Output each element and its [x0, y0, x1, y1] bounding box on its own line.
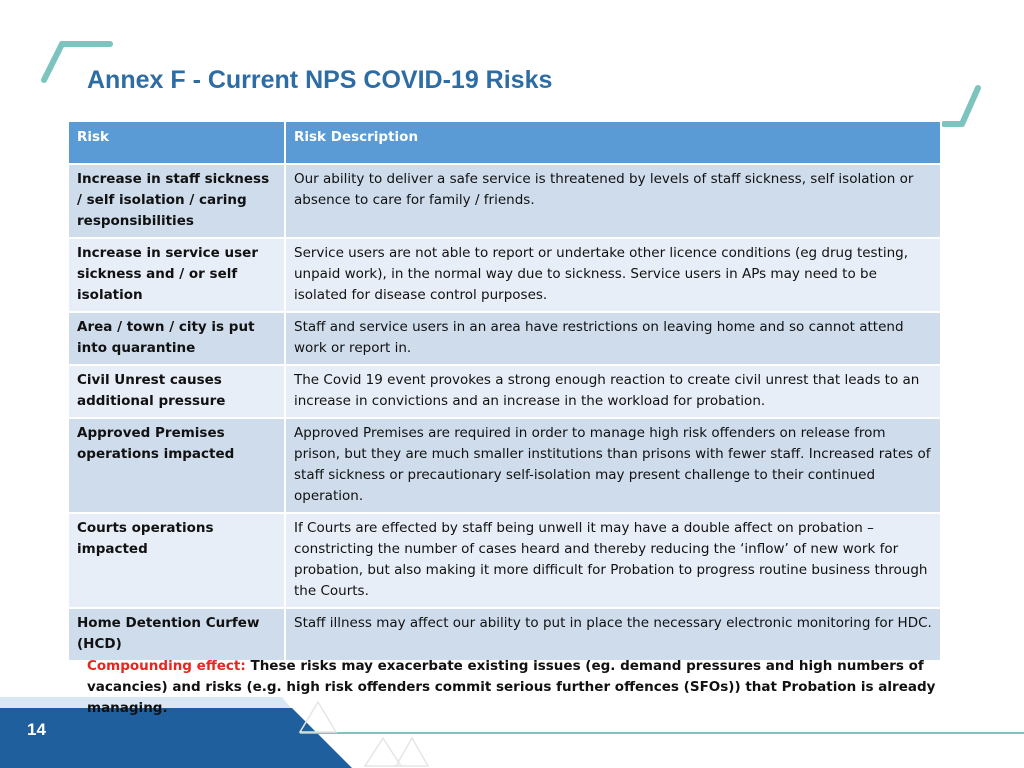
- risk-cell: Area / town / city is put into quarantine: [68, 312, 285, 365]
- top-right-bracket-icon: [944, 88, 978, 124]
- risk-cell: Approved Premises operations impacted: [68, 418, 285, 513]
- risk-description-cell: If Courts are effected by staff being unwell it may have a double affect on probation – constricting the number of cases heard and thereby reducing the ‘inflow’ of new work for probation, but also making it more difficult for Probation to progress routine business through the Courts.: [285, 513, 941, 608]
- risk-description-cell: Our ability to deliver a safe service is threatened by levels of staff sickness, self isolation or absence to care for family / friends.: [285, 164, 941, 238]
- risk-cell: Courts operations impacted: [68, 513, 285, 608]
- table-row: [68, 312, 941, 365]
- table-row: [68, 238, 941, 312]
- table-header-row: [68, 121, 941, 164]
- risk-description-cell: Approved Premises are required in order to manage high risk offenders on release from prison, but they are much smaller institutions than prisons with fewer staff. Increased rates of staff sickness or precautionary self-isolation may present challenge to their continued operation.: [285, 418, 941, 513]
- risk-cell: Increase in service user sickness and / or self isolation: [68, 238, 285, 312]
- risk-cell: Home Detention Curfew (HCD): [68, 608, 285, 661]
- column-header-risk: Risk: [68, 121, 285, 164]
- table-row: [68, 513, 941, 608]
- table-row: [68, 365, 941, 418]
- risk-description-cell: Service users are not able to report or undertake other licence conditions (eg drug testing, unpaid work), in the normal way due to sickness. Service users in APs may need to be isolated for disease control purposes.: [285, 238, 941, 312]
- risk-description-cell: Staff and service users in an area have restrictions on leaving home and so cannot attend work or report in.: [285, 312, 941, 365]
- footnote: [87, 656, 957, 719]
- footnote-label: Compounding effect:: [87, 658, 246, 674]
- footnote-text: These risks may exacerbate existing issues (eg. demand pressures and high numbers of vacancies) and risks (e.g. high risk offenders commit serious further offences (SFOs)) that Probation is already managing.: [87, 658, 936, 716]
- page-number: 14: [27, 720, 46, 739]
- slide-title: Annex F - Current NPS COVID-19 Risks: [87, 66, 553, 94]
- column-header-risk-description: Risk Description: [285, 121, 941, 164]
- risk-cell: Increase in staff sickness / self isolation / caring responsibilities: [68, 164, 285, 238]
- risk-description-cell: Staff illness may affect our ability to put in place the necessary electronic monitoring for HDC.: [285, 608, 941, 661]
- table-row: [68, 418, 941, 513]
- risk-table: [67, 120, 942, 662]
- risk-description-cell: The Covid 19 event provokes a strong enough reaction to create civil unrest that leads to an increase in convictions and an increase in the workload for probation.: [285, 365, 941, 418]
- table-row: [68, 608, 941, 661]
- table-row: [68, 164, 941, 238]
- risk-cell: Civil Unrest causes additional pressure: [68, 365, 285, 418]
